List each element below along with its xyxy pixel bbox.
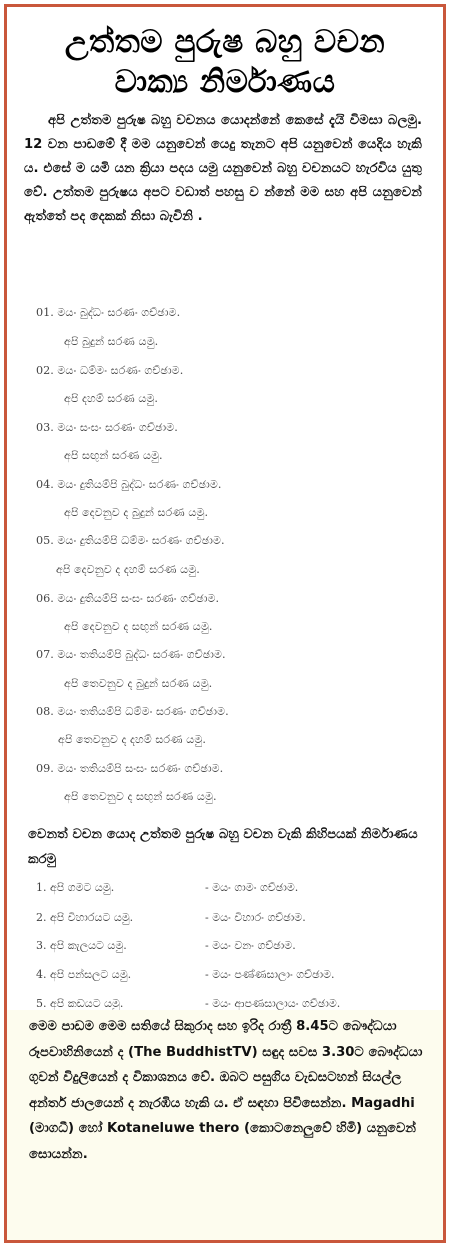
pali-sentence: මයං බුද්ධං සරණං ගච්ඡාම. (57, 306, 181, 319)
pali-sentence: මයං සංඝං සරණං ගච්ඡාම. (57, 421, 178, 434)
intro-paragraph: අපි උත්තම පුරුෂ බහු වචනය යොදන්නේ කෙසේ දැයි විමසා බලමු. 12 වන පාඩමේ දී මම යනුවෙන් යෙදු තැනට අපි යනුවෙන් යෙදිය හැකි ය. එසේ ම යමි යන ක්‍රියා පදය යමු යනුවෙන් බහු වචනයට හැරවිය යුතු වේ. උත්තම පුරුෂය අපට වඩාත් පහසු ව න්නේ මම සහ අපි යනුවෙන් ඇත්තේ පද දෙකක් නිසා බැවිනි . (24, 113, 422, 224)
example-01-sinhala: අපි බුදුන් සරණ යමු. (64, 335, 159, 348)
pali-sentence: මයං තතියම්පි සංඝං සරණං ගච්ඡාම. (57, 762, 224, 775)
example-06-sinhala: අපි දෙවනුව ද සඟුන් සරණ යමු. (64, 620, 213, 633)
practice-subheading: වෙනත් වචන යොද උත්තම පුරුෂ බහු වචන වැකි කිහිපයක් නිර්මාණය කරමු (28, 827, 418, 867)
example-08-pali (36, 705, 229, 719)
example-06-pali (36, 592, 219, 606)
pali-sentence: මයං තතියම්පි ධම්මං සරණං ගච්ඡාම. (57, 705, 229, 718)
practice-2-sinhala (36, 911, 133, 925)
pali-sentence: මයං ධම්මං සරණං ගච්ඡාම. (57, 364, 184, 377)
list-number: 1. (36, 881, 47, 894)
example-01-pali (36, 306, 180, 320)
example-number: 05. (36, 534, 54, 547)
example-07-sinhala: අපි තෙවනුව ද බුදුන් සරණ යමු. (64, 677, 213, 690)
example-08-sinhala: අපි තෙවනුව ද දහම් සරණ යමු. (58, 733, 206, 746)
sinhala-sentence: අපි පන්සලට යමු. (50, 968, 132, 981)
list-number: 4. (36, 968, 47, 981)
title-line-2: වාක්‍ය නිර්මාණය (114, 64, 336, 100)
title-line-1: උත්තම පුරුෂ බහු වචන (64, 24, 386, 60)
footer-broadcast-note: මෙම පාඩම මෙම සතියේ සිකුරාද සහ ඉරිද රාත්‍රී 8.45ට බෞද්ධයා රූපවාහිනියෙන් ද (The BuddhistTV) සඳුද සවස 3.30ට බෞද්ධයා ගුවන් විදුලියෙන් ද විකාශනය වේ. ඔබට පසුගිය වැඩසටහන් සියල්ල අන්තර් ජාලයෙන් ද නැරඹිය හැකි ය. ඒ සඳහා පිවිසෙන්න. Magadhi (මාගධී) හෝ Kotaneluwe thero (කොටනෙලුවේ හිමි) යනුවෙන් සොයන්න. (29, 1019, 423, 1162)
pali-sentence: මයං තතියම්පි බුද්ධං සරණං ගච්ඡාම. (57, 648, 226, 661)
example-number: 03. (36, 421, 54, 434)
example-number: 09. (36, 762, 54, 775)
list-number: 5. (36, 997, 47, 1010)
example-number: 04. (36, 478, 54, 491)
practice-2-pali: - මයං විහාරං ගච්ඡාම. (205, 911, 306, 924)
example-03-sinhala: අපි සඟුන් සරණ යමු. (64, 449, 163, 462)
pali-sentence: මයං දුතියම්පි ධම්මං සරණං ගච්ඡාම. (57, 534, 225, 547)
example-number: 01. (36, 306, 54, 319)
example-09-sinhala: අපි තෙවනුව ද සඟුන් සරණ යමු. (64, 790, 217, 803)
example-02-sinhala: අපි දහම් සරණ යමු. (64, 392, 158, 405)
example-number: 07. (36, 648, 54, 661)
practice-1-pali: - මයං ගාමං ගච්ඡාම. (205, 881, 299, 894)
list-number: 3. (36, 939, 47, 952)
example-05-pali (36, 534, 225, 548)
pali-sentence: මයං දුතියම්පි බුද්ධං සරණං ගච්ඡාම. (57, 478, 222, 491)
example-09-pali (36, 762, 223, 776)
practice-5-sinhala (36, 997, 123, 1011)
sinhala-sentence: අපි කඩයට යමු. (50, 997, 124, 1010)
pali-sentence: මයං දුතියම්පි සංඝං සරණං ගච්ඡාම. (57, 592, 220, 605)
sinhala-sentence: අපි විහාරයට යමු. (50, 911, 134, 924)
sinhala-sentence: අපි කැලයට යමු. (50, 939, 127, 952)
example-04-pali (36, 478, 221, 492)
practice-4-sinhala (36, 968, 131, 982)
practice-1-sinhala (36, 881, 114, 895)
practice-3-pali: - මයං වනං ගච්ඡාම. (205, 939, 296, 952)
example-number: 08. (36, 705, 54, 718)
example-05-sinhala: අපි දෙවනුව ද දහම් සරණ යමු. (56, 563, 200, 576)
example-number: 06. (36, 592, 54, 605)
example-04-sinhala: අපි දෙවනුව ද බුදුන් සරණ යමු. (64, 506, 209, 519)
practice-3-sinhala (36, 939, 127, 953)
example-02-pali (36, 364, 183, 378)
example-03-pali (36, 421, 178, 435)
example-number: 02. (36, 364, 54, 377)
sinhala-sentence: අපි ගමට යමු. (50, 881, 115, 894)
example-07-pali (36, 648, 226, 662)
list-number: 2. (36, 911, 47, 924)
practice-4-pali: - මයං පණ්ණසාලාං ගච්ඡාම. (205, 968, 335, 981)
practice-5-pali: - මයං ආපණසාලායං ගච්ඡාම. (205, 997, 341, 1010)
